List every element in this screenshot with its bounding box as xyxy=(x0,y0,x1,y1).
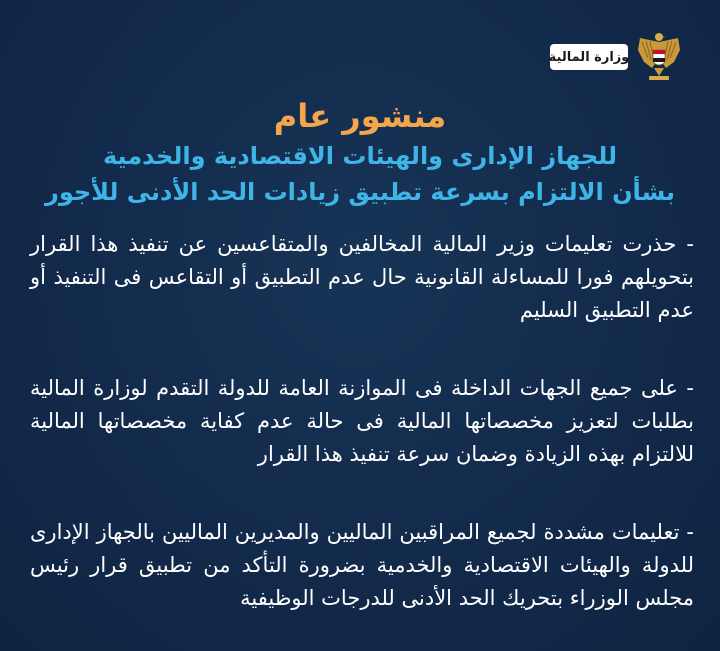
page-title: منشور عام xyxy=(273,97,447,135)
paragraph-penalties: - حذرت تعليمات وزير المالية المخالفين والمتقاعسين عن تنفيذ هذا القرار بتحويلهم فورا للمساءلة القانونية حال عدم التطبيق أو التقاعس فى التنفيذ أو عدم التطبيق السليم xyxy=(30,232,694,322)
ministry-name: وزارة المالية xyxy=(548,49,630,65)
subtitle-line-2: بشأن الالتزام بسرعة تطبيق زيادات الحد الأدنى للأجور xyxy=(45,178,675,206)
egypt-eagle-emblem-icon xyxy=(636,28,682,86)
ministry-logo xyxy=(550,28,682,86)
paragraph-budget-requests: - على جميع الجهات الداخلة فى الموازنة العامة للدولة التقدم لوزارة المالية بطلبات لتعزيز مخصصاتها المالية فى حالة عدم كفاية مخصصاتها المالية للالتزام بهذه الزيادة وضمان سرعة تنفيذ هذا القرار xyxy=(30,376,694,466)
ministry-name-plate xyxy=(550,44,628,70)
paragraph-financial-controllers: - تعليمات مشددة لجميع المراقبين الماليين والمديرين الماليين بالجهاز الإدارى للدولة والهيئات الاقتصادية والخدمية بضرورة التأكد من تطبيق قرار رئيس مجلس الوزراء بتحريك الحد الأدنى للدرجات الوظيفية xyxy=(30,520,694,610)
subtitle-line-1: للجهاز الإدارى والهيئات الاقتصادية والخدمية xyxy=(102,142,618,170)
announcement-body xyxy=(30,228,694,615)
